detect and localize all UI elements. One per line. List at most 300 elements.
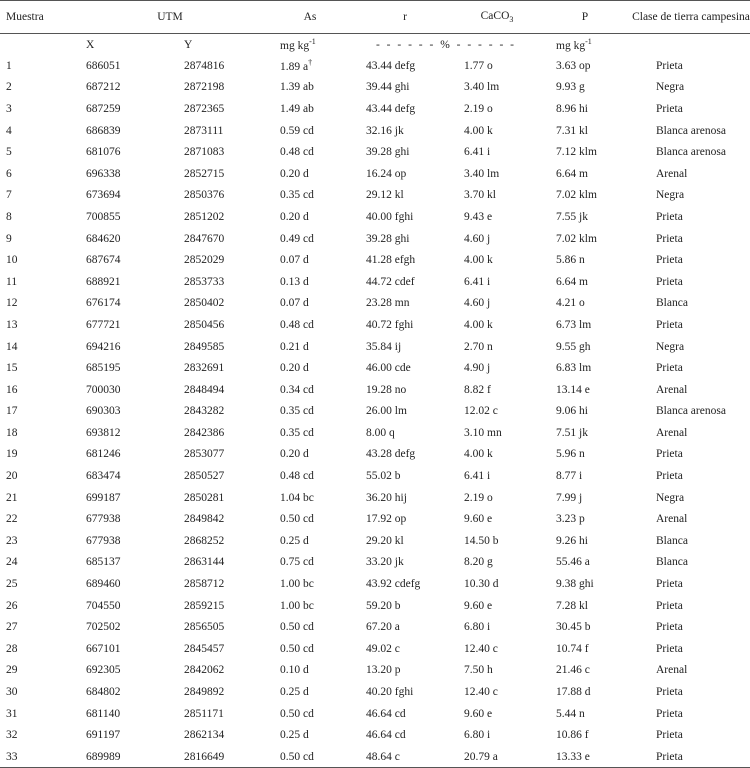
cell-muestra-value: 23 bbox=[6, 534, 18, 547]
cell-r bbox=[354, 249, 456, 271]
cell-x bbox=[74, 638, 174, 660]
cell-clase-value: Prieta bbox=[656, 362, 683, 375]
cell-x bbox=[74, 228, 174, 250]
header-r: r bbox=[354, 1, 456, 34]
cell-y bbox=[174, 487, 266, 509]
cell-y-value: 2873111 bbox=[184, 124, 224, 137]
table-row bbox=[0, 293, 750, 315]
cell-as-value: 0.49 cd bbox=[280, 232, 314, 245]
cell-as bbox=[266, 487, 354, 509]
cell-r-value: 39.28 ghi bbox=[366, 232, 410, 245]
cell-p bbox=[538, 444, 632, 466]
cell-muestra bbox=[0, 487, 74, 509]
cell-r bbox=[354, 228, 456, 250]
cell-caco3-value: 4.60 j bbox=[464, 232, 491, 245]
cell-muestra bbox=[0, 379, 74, 401]
cell-caco3 bbox=[456, 595, 538, 617]
cell-caco3 bbox=[456, 487, 538, 509]
cell-p-value: 8.77 i bbox=[556, 470, 583, 483]
cell-x-value: 681246 bbox=[86, 448, 121, 461]
cell-y bbox=[174, 185, 266, 207]
cell-muestra-value: 31 bbox=[6, 707, 18, 720]
cell-y-value: 2851171 bbox=[184, 707, 224, 720]
cell-y-value: 2845457 bbox=[184, 642, 225, 655]
cell-y-value: 2850376 bbox=[184, 189, 225, 202]
cell-as-value: 1.00 bc bbox=[280, 599, 314, 612]
cell-muestra-value: 17 bbox=[6, 405, 18, 418]
cell-p-value: 7.51 jk bbox=[556, 426, 588, 439]
cell-muestra-value: 2 bbox=[6, 81, 12, 94]
cell-p-value: 7.02 klm bbox=[556, 232, 597, 245]
cell-r-value: 33.20 jk bbox=[366, 556, 404, 569]
cell-p bbox=[538, 465, 632, 487]
cell-caco3-value: 3.10 mn bbox=[464, 426, 502, 439]
cell-as-value: 0.21 d bbox=[280, 340, 309, 353]
cell-r bbox=[354, 724, 456, 746]
cell-y-value: 2850527 bbox=[184, 470, 225, 483]
cell-y bbox=[174, 401, 266, 423]
table-row bbox=[0, 487, 750, 509]
cell-clase-value: Prieta bbox=[656, 621, 683, 634]
cell-clase bbox=[632, 703, 750, 725]
cell-x-value: 685137 bbox=[86, 556, 121, 569]
units-p bbox=[538, 34, 632, 56]
table-row bbox=[0, 271, 750, 293]
cell-r bbox=[354, 638, 456, 660]
cell-clase-value: Arenal bbox=[656, 664, 688, 677]
cell-caco3 bbox=[456, 465, 538, 487]
cell-clase-value: Arenal bbox=[656, 513, 688, 526]
cell-y-value: 2849585 bbox=[184, 340, 225, 353]
cell-as-value: 0.25 d bbox=[280, 686, 309, 699]
cell-p bbox=[538, 530, 632, 552]
cell-as bbox=[266, 120, 354, 142]
cell-p bbox=[538, 724, 632, 746]
cell-x-value: 673694 bbox=[86, 189, 121, 202]
cell-p bbox=[538, 336, 632, 358]
cell-clase bbox=[632, 638, 750, 660]
cell-x-value: 685195 bbox=[86, 362, 121, 375]
cell-muestra-value: 25 bbox=[6, 578, 18, 591]
cell-caco3-value: 4.00 k bbox=[464, 448, 493, 461]
cell-r-value: 29.20 kl bbox=[366, 534, 404, 547]
cell-r bbox=[354, 444, 456, 466]
cell-as bbox=[266, 573, 354, 595]
cell-r-value: 46.00 cde bbox=[366, 362, 411, 375]
cell-p bbox=[538, 401, 632, 423]
cell-r-value: 40.00 fghi bbox=[366, 210, 414, 223]
cell-as-value: 1.49 ab bbox=[280, 102, 314, 115]
cell-r bbox=[354, 660, 456, 682]
cell-x bbox=[74, 206, 174, 228]
cell-caco3 bbox=[456, 185, 538, 207]
cell-clase-value: Prieta bbox=[656, 707, 683, 720]
cell-caco3-value: 4.90 j bbox=[464, 362, 491, 375]
cell-y-value: 2874816 bbox=[184, 59, 225, 72]
table-row bbox=[0, 228, 750, 250]
cell-as-value: 0.13 d bbox=[280, 275, 309, 288]
cell-clase bbox=[632, 595, 750, 617]
cell-x bbox=[74, 141, 174, 163]
cell-as-value: 0.50 cd bbox=[280, 621, 314, 634]
cell-muestra bbox=[0, 120, 74, 142]
cell-as bbox=[266, 163, 354, 185]
cell-clase bbox=[632, 271, 750, 293]
cell-y-value: 2842062 bbox=[184, 664, 225, 677]
cell-caco3 bbox=[456, 681, 538, 703]
cell-muestra-value: 30 bbox=[6, 686, 18, 699]
cell-caco3-value: 1.77 o bbox=[464, 59, 493, 72]
cell-muestra bbox=[0, 595, 74, 617]
units-as-base: mg kg bbox=[280, 40, 310, 52]
cell-x-value: 681140 bbox=[86, 707, 121, 720]
table-row bbox=[0, 77, 750, 99]
cell-p bbox=[538, 293, 632, 315]
cell-r bbox=[354, 271, 456, 293]
cell-y-value: 2853733 bbox=[184, 275, 225, 288]
cell-clase-value: Prieta bbox=[656, 750, 683, 763]
table-row bbox=[0, 724, 750, 746]
cell-clase bbox=[632, 487, 750, 509]
cell-p bbox=[538, 249, 632, 271]
cell-x-value: 691197 bbox=[86, 729, 121, 742]
units-p-base: mg kg bbox=[556, 40, 586, 52]
cell-p bbox=[538, 77, 632, 99]
cell-x bbox=[74, 508, 174, 530]
cell-r-value: 19.28 no bbox=[366, 383, 407, 396]
cell-muestra bbox=[0, 530, 74, 552]
table-row bbox=[0, 746, 750, 768]
cell-r-value: 48.64 c bbox=[366, 750, 400, 763]
cell-clase-value: Negra bbox=[656, 340, 685, 353]
cell-clase bbox=[632, 55, 750, 77]
cell-clase bbox=[632, 422, 750, 444]
cell-as bbox=[266, 703, 354, 725]
cell-p bbox=[538, 379, 632, 401]
cell-clase bbox=[632, 120, 750, 142]
cell-y bbox=[174, 508, 266, 530]
cell-caco3-value: 4.00 k bbox=[464, 318, 493, 331]
cell-y-value: 2853077 bbox=[184, 448, 225, 461]
cell-y-value: 2850281 bbox=[184, 491, 225, 504]
cell-muestra bbox=[0, 185, 74, 207]
cell-muestra-value: 18 bbox=[6, 426, 18, 439]
cell-caco3-value: 9.60 e bbox=[464, 513, 493, 526]
cell-y bbox=[174, 552, 266, 574]
cell-muestra bbox=[0, 228, 74, 250]
cell-p-value: 4.21 o bbox=[556, 297, 585, 310]
cell-r bbox=[354, 616, 456, 638]
units-y: Y bbox=[184, 38, 193, 51]
cell-p bbox=[538, 357, 632, 379]
cell-as bbox=[266, 746, 354, 768]
cell-as-value: 0.20 d bbox=[280, 362, 309, 375]
cell-x-value: 696338 bbox=[86, 167, 121, 180]
header-muestra: Muestra bbox=[0, 1, 74, 34]
cell-clase-value: Prieta bbox=[656, 642, 683, 655]
cell-muestra-value: 7 bbox=[6, 189, 12, 202]
cell-p-value: 10.86 f bbox=[556, 729, 589, 742]
table-row bbox=[0, 314, 750, 336]
cell-r bbox=[354, 379, 456, 401]
cell-y-value: 2859215 bbox=[184, 599, 225, 612]
cell-y-value: 2843282 bbox=[184, 405, 225, 418]
cell-y-value: 2849892 bbox=[184, 686, 225, 699]
cell-r-value: 59.20 b bbox=[366, 599, 401, 612]
cell-x-value: 686839 bbox=[86, 124, 121, 137]
cell-clase-value: Arenal bbox=[656, 383, 688, 396]
cell-caco3-value: 3.70 kl bbox=[464, 189, 496, 202]
cell-as-value: 0.75 cd bbox=[280, 556, 314, 569]
cell-y bbox=[174, 573, 266, 595]
cell-y bbox=[174, 77, 266, 99]
cell-r-value: 43.44 defg bbox=[366, 102, 416, 115]
cell-x-value: 702502 bbox=[86, 621, 121, 634]
cell-p-value: 9.93 g bbox=[556, 81, 585, 94]
cell-caco3 bbox=[456, 444, 538, 466]
cell-r-value: 26.00 lm bbox=[366, 405, 407, 418]
cell-p-value: 13.14 e bbox=[556, 383, 590, 396]
cell-r-value: 29.12 kl bbox=[366, 189, 404, 202]
cell-p-value: 6.64 m bbox=[556, 275, 588, 288]
cell-y bbox=[174, 444, 266, 466]
cell-x bbox=[74, 314, 174, 336]
cell-caco3 bbox=[456, 293, 538, 315]
cell-y bbox=[174, 638, 266, 660]
cell-y bbox=[174, 141, 266, 163]
cell-x bbox=[74, 746, 174, 768]
table-row bbox=[0, 616, 750, 638]
cell-y-value: 2858712 bbox=[184, 578, 225, 591]
table-row bbox=[0, 530, 750, 552]
cell-caco3-value: 4.00 k bbox=[464, 254, 493, 267]
cell-clase bbox=[632, 746, 750, 768]
cell-clase bbox=[632, 508, 750, 530]
cell-y bbox=[174, 249, 266, 271]
cell-as bbox=[266, 681, 354, 703]
cell-x bbox=[74, 422, 174, 444]
cell-clase bbox=[632, 444, 750, 466]
cell-x-value: 687674 bbox=[86, 254, 121, 267]
units-p-exp: -1 bbox=[585, 37, 592, 46]
cell-muestra-value: 27 bbox=[6, 621, 18, 634]
cell-clase-value: Blanca arenosa bbox=[656, 124, 726, 137]
cell-muestra bbox=[0, 163, 74, 185]
cell-muestra-value: 1 bbox=[6, 59, 12, 72]
cell-caco3-value: 8.82 f bbox=[464, 383, 491, 396]
cell-as bbox=[266, 206, 354, 228]
table-row bbox=[0, 444, 750, 466]
table-row bbox=[0, 379, 750, 401]
cell-as bbox=[266, 508, 354, 530]
cell-clase bbox=[632, 660, 750, 682]
cell-caco3-value: 2.19 o bbox=[464, 102, 493, 115]
cell-x bbox=[74, 660, 174, 682]
cell-y-value: 2856505 bbox=[184, 621, 225, 634]
header-caco3-label: CaCO bbox=[480, 10, 510, 22]
cell-x-value: 667101 bbox=[86, 642, 121, 655]
cell-p-value: 9.38 ghi bbox=[556, 578, 594, 591]
cell-r-value: 8.00 q bbox=[366, 426, 395, 439]
table-row bbox=[0, 573, 750, 595]
cell-r bbox=[354, 336, 456, 358]
cell-caco3 bbox=[456, 616, 538, 638]
units-percent: - - - - - - % - - - - - - bbox=[375, 38, 517, 51]
cell-caco3-value: 4.00 k bbox=[464, 124, 493, 137]
cell-muestra-value: 22 bbox=[6, 513, 18, 526]
cell-x bbox=[74, 98, 174, 120]
cell-clase-value: Prieta bbox=[656, 470, 683, 483]
cell-as-value: 1.00 bc bbox=[280, 578, 314, 591]
cell-caco3-value: 12.02 c bbox=[464, 405, 498, 418]
units-as bbox=[266, 34, 354, 56]
cell-as bbox=[266, 55, 354, 77]
cell-r-value: 39.28 ghi bbox=[366, 146, 410, 159]
cell-p bbox=[538, 508, 632, 530]
cell-x bbox=[74, 293, 174, 315]
cell-r-value: 49.02 c bbox=[366, 642, 400, 655]
cell-as-value: 0.59 cd bbox=[280, 124, 314, 137]
cell-p bbox=[538, 552, 632, 574]
cell-clase-value: Blanca bbox=[656, 556, 688, 569]
cell-r-value: 55.02 b bbox=[366, 470, 401, 483]
cell-as-value: 0.50 cd bbox=[280, 707, 314, 720]
table-row bbox=[0, 357, 750, 379]
cell-r-value: 43.44 defg bbox=[366, 59, 416, 72]
cell-p bbox=[538, 638, 632, 660]
cell-y-value: 2863144 bbox=[184, 556, 225, 569]
cell-x bbox=[74, 336, 174, 358]
cell-clase bbox=[632, 681, 750, 703]
cell-r bbox=[354, 55, 456, 77]
cell-y bbox=[174, 616, 266, 638]
cell-clase-value: Prieta bbox=[656, 232, 683, 245]
cell-muestra bbox=[0, 271, 74, 293]
cell-as bbox=[266, 530, 354, 552]
cell-x-value: 684620 bbox=[86, 232, 121, 245]
table-row bbox=[0, 552, 750, 574]
cell-y-value: 2871083 bbox=[184, 146, 225, 159]
cell-p-value: 7.28 kl bbox=[556, 599, 588, 612]
cell-caco3 bbox=[456, 336, 538, 358]
cell-as bbox=[266, 638, 354, 660]
cell-y-value: 2832691 bbox=[184, 362, 225, 375]
cell-caco3-value: 7.50 h bbox=[464, 664, 493, 677]
cell-r bbox=[354, 681, 456, 703]
cell-x bbox=[74, 703, 174, 725]
cell-as bbox=[266, 228, 354, 250]
cell-p bbox=[538, 573, 632, 595]
cell-r bbox=[354, 141, 456, 163]
cell-p bbox=[538, 163, 632, 185]
cell-p-value: 17.88 d bbox=[556, 686, 591, 699]
cell-muestra-value: 6 bbox=[6, 167, 12, 180]
cell-caco3 bbox=[456, 141, 538, 163]
cell-caco3-value: 6.41 i bbox=[464, 146, 491, 159]
cell-caco3-value: 12.40 c bbox=[464, 686, 498, 699]
cell-x-value: 690303 bbox=[86, 405, 121, 418]
cell-caco3 bbox=[456, 703, 538, 725]
table-body bbox=[0, 55, 750, 768]
cell-muestra-value: 12 bbox=[6, 297, 18, 310]
cell-caco3-value: 14.50 b bbox=[464, 534, 499, 547]
cell-clase bbox=[632, 141, 750, 163]
cell-muestra-value: 28 bbox=[6, 642, 18, 655]
cell-clase-value: Prieta bbox=[656, 448, 683, 461]
cell-muestra bbox=[0, 401, 74, 423]
cell-caco3-value: 3.40 lm bbox=[464, 81, 500, 94]
cell-caco3 bbox=[456, 163, 538, 185]
cell-clase-value: Prieta bbox=[656, 102, 683, 115]
units-row bbox=[0, 34, 750, 56]
table-row bbox=[0, 55, 750, 77]
units-blank bbox=[0, 34, 74, 56]
cell-x-value: 693812 bbox=[86, 426, 121, 439]
cell-muestra-value: 21 bbox=[6, 491, 18, 504]
cell-r bbox=[354, 293, 456, 315]
cell-p bbox=[538, 185, 632, 207]
cell-caco3 bbox=[456, 271, 538, 293]
table-row bbox=[0, 98, 750, 120]
cell-caco3-value: 6.41 i bbox=[464, 470, 491, 483]
cell-r bbox=[354, 573, 456, 595]
cell-r bbox=[354, 746, 456, 768]
cell-muestra-value: 33 bbox=[6, 750, 18, 763]
cell-r-value: 32.16 jk bbox=[366, 124, 404, 137]
cell-as bbox=[266, 293, 354, 315]
cell-caco3 bbox=[456, 638, 538, 660]
cell-p-value: 55.46 a bbox=[556, 556, 590, 569]
cell-caco3-value: 12.40 c bbox=[464, 642, 498, 655]
cell-as bbox=[266, 357, 354, 379]
cell-caco3-value: 2.19 o bbox=[464, 491, 493, 504]
cell-x bbox=[74, 487, 174, 509]
cell-r-value: 40.20 fghi bbox=[366, 686, 414, 699]
cell-x bbox=[74, 616, 174, 638]
cell-muestra-value: 5 bbox=[6, 146, 12, 159]
cell-y bbox=[174, 314, 266, 336]
cell-muestra-value: 20 bbox=[6, 470, 18, 483]
cell-x-value: 686051 bbox=[86, 59, 121, 72]
table-row bbox=[0, 249, 750, 271]
cell-x bbox=[74, 120, 174, 142]
cell-y bbox=[174, 660, 266, 682]
cell-as-value: 0.34 cd bbox=[280, 383, 314, 396]
cell-p-value: 9.55 gh bbox=[556, 340, 591, 353]
cell-x-value: 677938 bbox=[86, 534, 121, 547]
cell-as-value: 1.39 ab bbox=[280, 81, 314, 94]
cell-muestra bbox=[0, 552, 74, 574]
units-as-exp: -1 bbox=[309, 37, 316, 46]
cell-y bbox=[174, 228, 266, 250]
cell-r-value: 40.72 fghi bbox=[366, 318, 414, 331]
header-as: As bbox=[266, 1, 354, 34]
cell-y-value: 2868252 bbox=[184, 534, 225, 547]
cell-p bbox=[538, 271, 632, 293]
cell-muestra bbox=[0, 77, 74, 99]
cell-as-value: 0.07 d bbox=[280, 254, 309, 267]
cell-x bbox=[74, 185, 174, 207]
cell-r bbox=[354, 552, 456, 574]
cell-x bbox=[74, 681, 174, 703]
cell-x-value: 681076 bbox=[86, 146, 121, 159]
cell-muestra bbox=[0, 724, 74, 746]
cell-as-value: 0.07 d bbox=[280, 297, 309, 310]
cell-x bbox=[74, 724, 174, 746]
cell-y bbox=[174, 595, 266, 617]
cell-as bbox=[266, 422, 354, 444]
cell-muestra bbox=[0, 573, 74, 595]
